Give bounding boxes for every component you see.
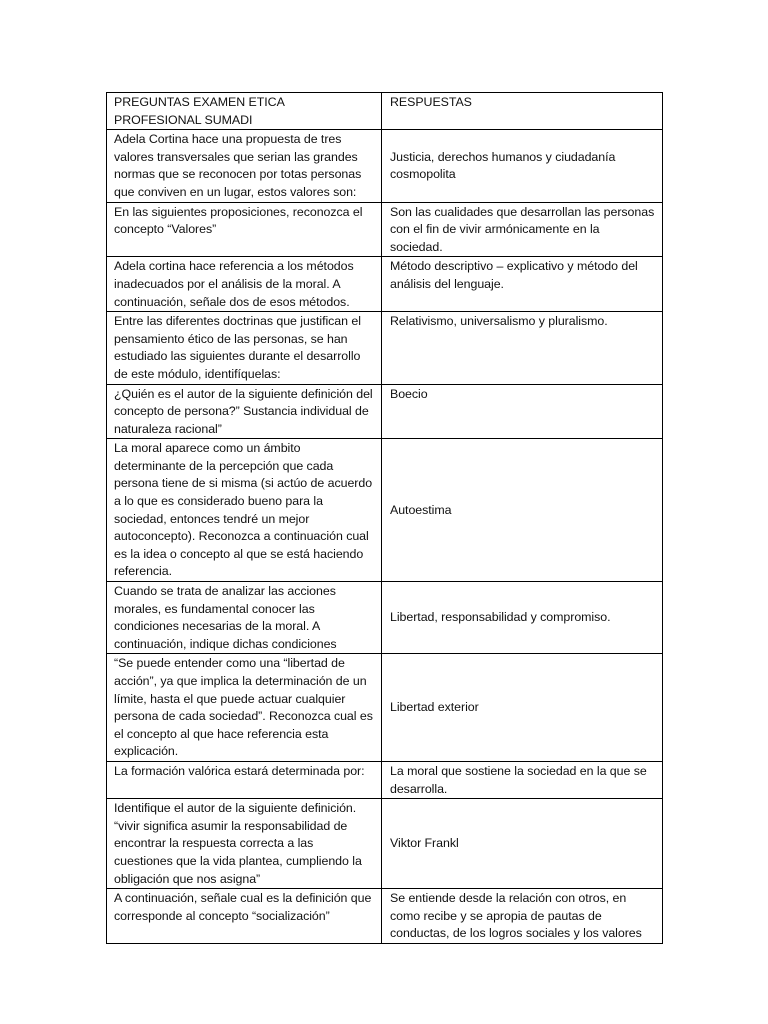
question-cell: Cuando se trata de analizar las acciones morales, es fundamental conocer las condiciones necesarias de la moral. A continuación, indique dichas condiciones — [107, 582, 382, 654]
answer-cell: Relativismo, universalismo y pluralismo. — [382, 312, 663, 384]
answer-cell: Método descriptivo – explicativo y método del análisis del lenguaje. — [382, 257, 663, 312]
table-row — [107, 582, 663, 654]
question-cell: En las siguientes proposiciones, reconozca el concepto “Valores” — [107, 202, 382, 257]
table-row — [107, 312, 663, 384]
question-cell: A continuación, señale cual es la definición que corresponde al concepto “socialización” — [107, 889, 382, 944]
table-header-row — [107, 93, 663, 130]
answer-cell: Boecio — [382, 384, 663, 439]
header-questions: PREGUNTAS EXAMEN ETICA PROFESIONAL SUMADI — [107, 93, 382, 130]
table-row — [107, 889, 663, 944]
answer-cell: Viktor Frankl — [382, 799, 663, 889]
question-cell: Entre las diferentes doctrinas que justifican el pensamiento ético de las personas, se han estudiado las siguientes durante el desarrollo de este módulo, identifíquelas: — [107, 312, 382, 384]
table-row — [107, 799, 663, 889]
question-cell: ¿Quién es el autor de la siguiente definición del concepto de persona?” Sustancia individual de naturaleza racional” — [107, 384, 382, 439]
question-cell: Adela Cortina hace una propuesta de tres valores transversales que serian las grandes normas que se reconocen por totas personas que conviven en un lugar, estos valores son: — [107, 130, 382, 202]
answer-cell: Justicia, derechos humanos y ciudadanía cosmopolita — [382, 130, 663, 202]
table-row — [107, 202, 663, 257]
question-cell: Identifique el autor de la siguiente definición. “vivir significa asumir la responsabilidad de encontrar la respuesta correcta a las cuestiones que la vida plantea, cumpliendo la obligación que nos asigna” — [107, 799, 382, 889]
qa-table — [106, 92, 663, 944]
question-cell: La formación valórica estará determinada por: — [107, 761, 382, 798]
question-cell: Adela cortina hace referencia a los métodos inadecuados por el análisis de la moral. A continuación, señale dos de esos métodos. — [107, 257, 382, 312]
answer-cell: Autoestima — [382, 439, 663, 582]
answer-cell: La moral que sostiene la sociedad en la que se desarrolla. — [382, 761, 663, 798]
answer-cell: Son las cualidades que desarrollan las personas con el fin de vivir armónicamente en la sociedad. — [382, 202, 663, 257]
answer-cell: Libertad exterior — [382, 654, 663, 762]
answer-cell: Se entiende desde la relación con otros, en como recibe y se apropia de pautas de conductas, de los logros sociales y los valores — [382, 889, 663, 944]
header-answers: RESPUESTAS — [382, 93, 663, 130]
table-row — [107, 654, 663, 762]
table-row — [107, 384, 663, 439]
table-row — [107, 439, 663, 582]
question-cell: La moral aparece como un ámbito determinante de la percepción que cada persona tiene de si misma (si actúo de acuerdo a lo que es considerado bueno para la sociedad, entonces tendré un mejor autoconcepto). Reconozca a continuación cual es la idea o concepto al que se está haciendo referencia. — [107, 439, 382, 582]
question-cell: “Se puede entender como una “libertad de acción”, ya que implica la determinación de un límite, hasta el que puede actuar cualquier persona de cada sociedad”. Reconozca cual es el concepto al que hace referencia esta explicación. — [107, 654, 382, 762]
table-row — [107, 130, 663, 202]
table-row — [107, 761, 663, 798]
answer-cell: Libertad, responsabilidad y compromiso. — [382, 582, 663, 654]
table-row — [107, 257, 663, 312]
